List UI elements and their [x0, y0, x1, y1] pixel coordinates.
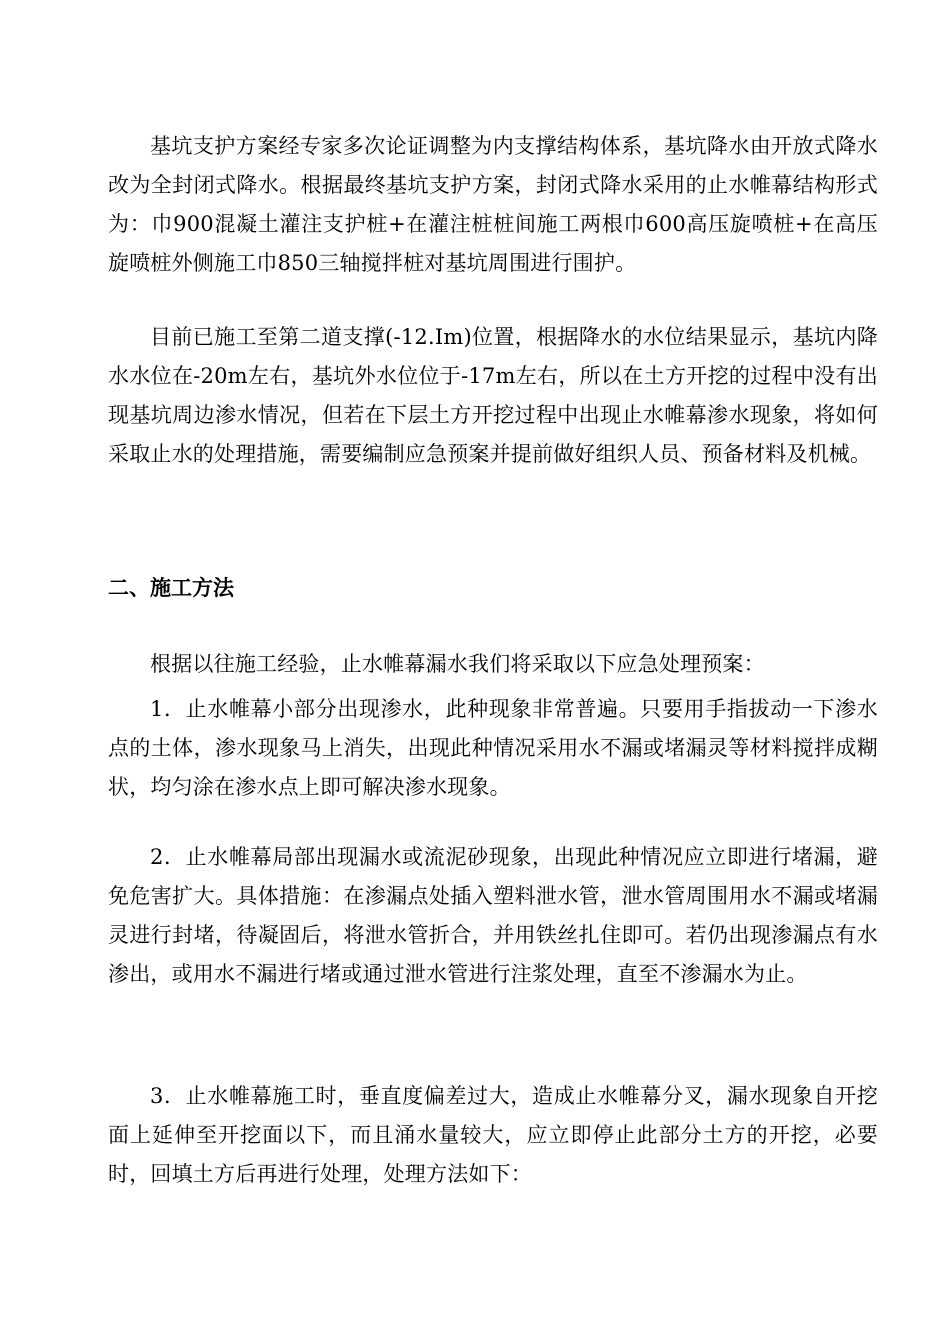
paragraph-item-2: 2．止水帷幕局部出现漏水或流泥砂现象，出现此种情况应立即进行堵漏，避免危害扩大。具体措施：在渗漏点处插入塑料泄水管，泄水管周围用水不漏或堵漏灵进行封堵，待凝固后，将泄水管折合，并用铁丝扎住即可。若仍出现渗漏点有水渗出，或用水不漏进行堵或通过泄水管进行注浆处理，直至不渗漏水为止。	[108, 845, 878, 986]
paragraph-current-status: 目前已施工至第二道支撑(-12.Im)位置，根据降水的水位结果显示，基坑内降水水位在-20m左右，基坑外水位位于-17m左右，所以在土方开挖的过程中没有出现基坑周边渗水情况，但若在下层土方开挖过程中出现止水帷幕渗水现象，将如何采取止水的处理措施，需要编制应急预案并提前做好组织人员、预备材料及机械。	[108, 325, 878, 466]
paragraph-support-scheme: 基坑支护方案经专家多次论证调整为内支撑结构体系，基坑降水由开放式降水改为全封闭式降水。根据最终基坑支护方案，封闭式降水采用的止水帷幕结构形式为：巾900混凝土灌注支护桩+在灌注桩桩间施工两根巾600高压旋喷桩+在高压旋喷桩外侧施工巾850三轴搅拌桩对基坑周围进行围护。	[108, 134, 878, 275]
paragraph-intro-plan: 根据以往施工经验，止水帷幕漏水我们将采取以下应急处理预案：	[150, 652, 765, 676]
paragraph-item-3: 3．止水帷幕施工时，垂直度偏差过大，造成止水帷幕分叉，漏水现象自开挖面上延伸至开挖面以下，而且涌水量较大，应立即停止此部分土方的开挖，必要时，回填土方后再进行处理，处理方法如下：	[108, 1084, 878, 1186]
paragraph-item-1: 1．止水帷幕小部分出现渗水，此种现象非常普遍。只要用手指拔动一下渗水点的土体，渗水现象马上消失，出现此种情况采用水不漏或堵漏灵等材料搅拌成糊状，均匀涂在渗水点上即可解决渗水现象。	[108, 697, 878, 799]
section-heading-construction-method: 二、施工方法	[108, 576, 234, 600]
